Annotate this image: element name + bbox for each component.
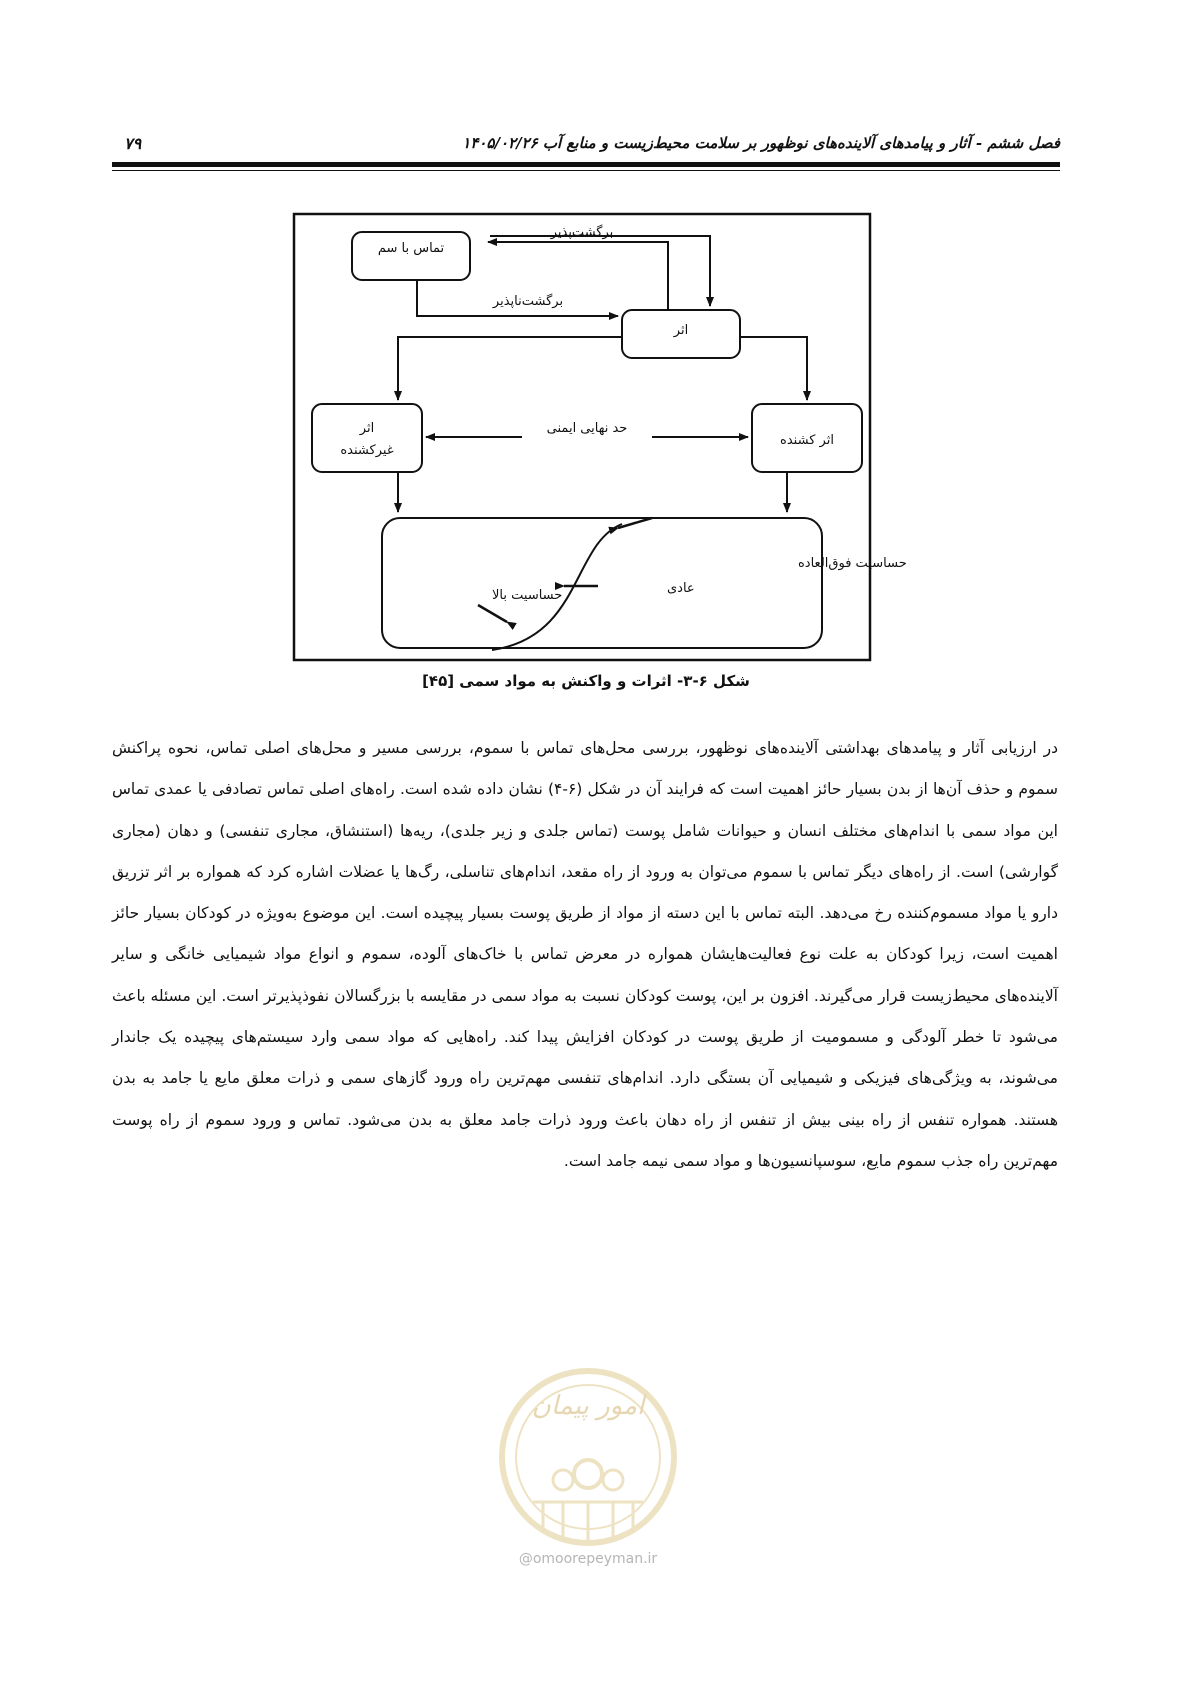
- chapter-title: فصل ششم - آثار و پیامدهای آلاینده‌های نوظهور بر سلامت محیط‌زیست و منابع آب ۱۴۰۵/۰۲/۲۶: [462, 134, 1060, 152]
- label-hypersensitive: حساسیت فوق‌العاده: [798, 556, 907, 571]
- header-rule-thick: [112, 162, 1060, 167]
- arrow-to-lethal: [740, 337, 807, 400]
- edge-reversible-label: برگشت‌پذیر: [550, 225, 614, 240]
- label-normal: عادی: [667, 581, 695, 596]
- node-lethal-label: اثر کشنده: [780, 433, 834, 448]
- edge-safety-limit-label: حد نهایی ایمنی: [546, 421, 628, 436]
- node-effect-label: اثر: [673, 323, 689, 338]
- edge-irreversible-label: برگشت‌ناپذیر: [492, 294, 564, 309]
- label-high-sensitivity: حساسیت بالا: [492, 588, 563, 603]
- node-non-lethal-label-1: اثر: [359, 421, 375, 436]
- page-header: [112, 128, 1060, 158]
- watermark-site: @omoorepeyman.ir: [518, 1551, 658, 1567]
- arrow-to-non-lethal: [398, 337, 622, 400]
- node-non-lethal-label-2: غیرکشنده: [340, 443, 394, 458]
- header-rule-thin: [112, 170, 1060, 171]
- watermark-logo-text: امور پیمان: [531, 1391, 645, 1421]
- watermark-logo: [493, 1352, 683, 1562]
- body-paragraph: در ارزیابی آثار و پیامدهای بهداشتی آلاینده‌های نوظهور، بررسی محل‌های تماس با سموم، بررسی مسیر و محل‌های اصلی تماس، نحوه پراکنش سموم و حذف آن‌ها از بدن بسیار حائز اهمیت است که فرایند آن در شکل (۶-۴) نشان داده شده است. راه‌های اصلی تماس تصادفی یا عمدی تماس این مواد سمی با اندام‌های مختلف انسان و حیوانات شامل پوست (تماس جلدی و زیر جلدی)، ریه‌ها (استنشاق، مجاری تنفسی) و دهان (مجاری گوارشی) است. از راه‌های دیگر تماس با سموم می‌توان به ورود از راه مقعد، اندام‌های تناسلی، رگ‌ها یا عضلات اشاره کرد که همواره بر اثر تزریق دارو یا مواد مسموم‌کننده رخ می‌دهد. البته تماس با این دسته از مواد از طریق پوست بسیار پیچیده است. این موضوع به‌ویژه در کودکان بسیار حائز اهمیت است، زیرا کودکان به علت نوع فعالیت‌هایشان همواره در معرض تماس با خاک‌های آلوده، سموم و انواع مواد شیمیایی خانگی و سایر آلاینده‌های محیط‌زیست قرار می‌گیرند. افزون بر این، پوست کودکان نسبت به مواد سمی در مقایسه با بزرگسالان نفوذپذیرتر است. این مسئله باعث می‌شود تا خطر آلودگی و مسمومیت از طریق پوست در کودکان افزایش پیدا کند. راه‌هایی که مواد سمی وارد سیستم‌های پیچیده یک جاندار می‌شوند، به ویژگی‌های فیزیکی و شیمیایی آن بستگی دارد. اندام‌های تنفسی مهم‌ترین راه ورود گازهای سمی و ذرات معلق مایع یا جامد به بدن هستند. همواره تنفس از راه بینی بیش از تنفس از راه دهان باعث ورود ذرات جامد معلق به بدن می‌شود. تماس و ورود سموم از راه پوست مهم‌ترین راه جذب سموم مایع، سوسپانسیون‌ها و مواد سمی نیمه جامد است.: [112, 739, 1058, 1170]
- toxicity-diagram: [292, 212, 907, 662]
- node-non-lethal: [312, 404, 422, 472]
- figure-caption: شکل ۶-۳- اثرات و واکنش به مواد سمی [۴۵]: [422, 672, 750, 690]
- page-number: ۷۹: [124, 134, 142, 153]
- node-exposure: [352, 232, 470, 280]
- node-exposure-label: تماس با سم: [377, 241, 445, 256]
